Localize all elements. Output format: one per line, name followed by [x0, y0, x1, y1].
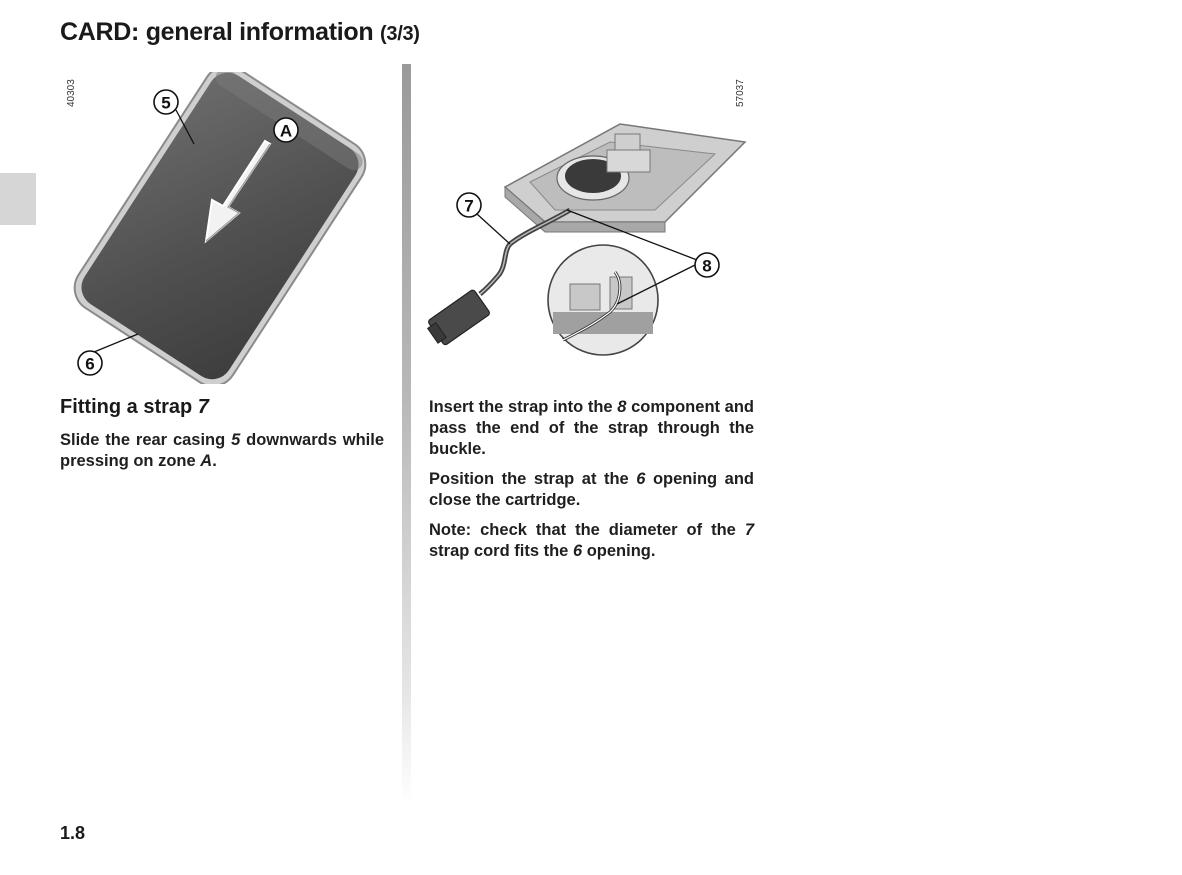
- svg-text:6: 6: [85, 354, 95, 374]
- svg-text:7: 7: [464, 196, 474, 216]
- callout-strap-opening: [78, 351, 102, 375]
- card-casing-illustration: [58, 72, 368, 384]
- callout-zone-a: [274, 118, 298, 142]
- page-title-part-indicator: (3/3): [380, 23, 420, 45]
- instruction-paragraph: Insert the strap into the 8 component and pass the end of the strap through the buckle.: [429, 398, 754, 458]
- page-title: [60, 18, 420, 47]
- ref-opening: 6: [636, 470, 646, 488]
- ref-opening: 6: [572, 542, 583, 560]
- ref-component: 8: [617, 398, 627, 416]
- note-label: Note:: [429, 521, 472, 539]
- section-heading: Fitting a strap 7: [60, 396, 209, 418]
- svg-text:8: 8: [702, 256, 712, 276]
- page-number: 1.8: [60, 823, 86, 843]
- section-heading-ref: 7: [197, 396, 209, 418]
- figure-code-left: 40303: [66, 79, 77, 107]
- ref-zone: A: [200, 452, 213, 470]
- callout-component: [695, 253, 719, 277]
- column-divider: [402, 64, 411, 804]
- svg-text:5: 5: [161, 93, 171, 113]
- callout-rear-casing: [154, 90, 178, 114]
- right-instruction-text: [429, 397, 754, 571]
- note-paragraph: Note: check that the diameter of the 7 strap cord fits the 6 opening.: [429, 521, 754, 560]
- svg-text:A: A: [279, 121, 293, 141]
- figure-code-right: 57037: [735, 79, 746, 107]
- page-title-text: CARD: general information: [60, 18, 374, 46]
- strap-cartridge-illustration: [425, 72, 750, 372]
- ref-casing: 5: [231, 431, 241, 449]
- left-instruction-text: Slide the rear casing 5 downwards while pressing on zone A.: [60, 431, 384, 470]
- callout-strap: [457, 193, 481, 217]
- ref-strap: 7: [744, 521, 754, 539]
- instruction-paragraph: Position the strap at the 6 opening and close the cartridge.: [429, 470, 754, 509]
- chapter-tab: [0, 173, 36, 225]
